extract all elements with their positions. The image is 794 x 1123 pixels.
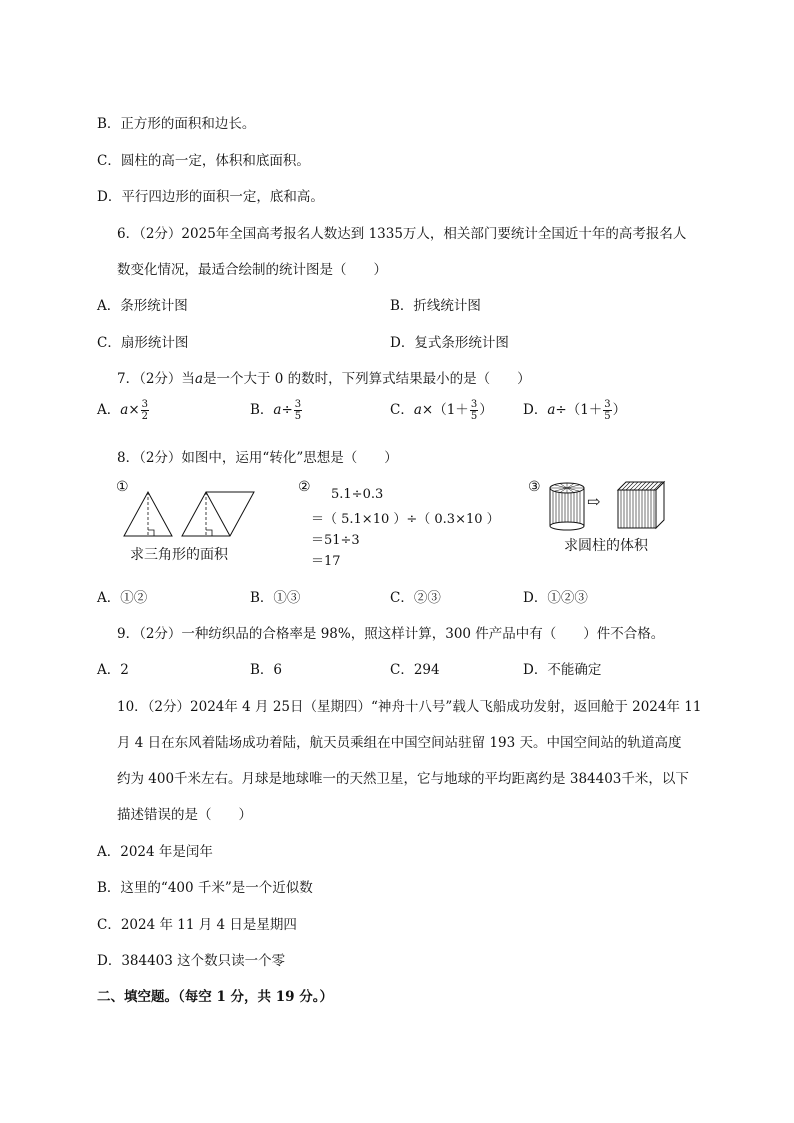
q9-option-a: A．2 bbox=[97, 662, 129, 678]
q8-option-d: D．①②③ bbox=[523, 590, 588, 606]
q9-stem: 9．（2分）一种纺织品的合格率是 98%，照这样计算，300 件产品中有（ ）件不合格。 bbox=[117, 626, 665, 642]
q6-option-d: D．复式条形统计图 bbox=[390, 335, 509, 351]
fig2-line-4: ＝17 bbox=[311, 554, 341, 569]
fig1-mark: ① bbox=[116, 479, 129, 495]
q6-option-b: B．折线统计图 bbox=[390, 298, 481, 314]
q8-option-b: B．①③ bbox=[250, 590, 301, 606]
q7-option-b bbox=[250, 398, 303, 422]
q7-option-b-label: B． bbox=[250, 402, 274, 418]
q5-option-c: C．圆柱的高一定，体积和底面积。 bbox=[97, 153, 310, 169]
q10-option-a: A．2024 年是闰年 bbox=[97, 844, 213, 860]
q7-option-c bbox=[390, 398, 493, 422]
q8-stem: 8．（2分）如图中，运用“转化”思想是（ ） bbox=[117, 450, 398, 466]
q7-option-c-op: ×（1＋ bbox=[421, 402, 469, 418]
q7-stem bbox=[117, 367, 531, 387]
q9-option-b: B．6 bbox=[250, 662, 283, 678]
triangle-parallelogram-figure bbox=[118, 488, 268, 540]
q6-option-a: A．条形统计图 bbox=[97, 298, 188, 314]
q7-option-d-close: ） bbox=[612, 402, 627, 418]
q7-option-d-label: D． bbox=[523, 402, 548, 418]
q7-option-a-var: a bbox=[120, 402, 129, 418]
q7-option-c-close: ） bbox=[479, 402, 493, 418]
q7-option-a bbox=[97, 398, 150, 422]
fraction-denominator: 2 bbox=[141, 411, 148, 422]
fig2-line-3: ＝51÷3 bbox=[311, 533, 360, 548]
q7-option-c-label: C． bbox=[390, 402, 414, 418]
q10-stem-line3: 约为 400千米左右。月球是地球唯一的天然卫星，它与地球的平均距离约是 384403千米，以下 bbox=[117, 771, 689, 787]
q7-option-a-op: × bbox=[128, 402, 140, 418]
q10-option-b: B．这里的“400 千米”是一个近似数 bbox=[97, 880, 313, 896]
fig2-line-1: 5.1÷0.3 bbox=[331, 487, 384, 502]
fig3-mark: ③ bbox=[528, 479, 541, 495]
q7-option-a-label: A． bbox=[97, 402, 121, 418]
q7-option-c-var: a bbox=[413, 402, 422, 418]
fraction-numerator: 3 bbox=[141, 399, 148, 410]
q6-stem-line2: 数变化情况，最适合绘制的统计图是（ ） bbox=[117, 262, 387, 278]
q9-option-d: D．不能确定 bbox=[523, 662, 602, 678]
q7-stem-prefix: 7．（2分）当 bbox=[117, 371, 195, 387]
q7-option-d-var: a bbox=[547, 402, 556, 418]
q7-option-d bbox=[523, 398, 626, 422]
q10-option-c: C．2024 年 11 月 4 日是星期四 bbox=[97, 917, 297, 933]
fraction-numerator: 3 bbox=[604, 399, 611, 410]
q7-option-b-var: a bbox=[273, 402, 282, 418]
q6-option-c: C．扇形统计图 bbox=[97, 335, 189, 351]
fig1-caption: 求三角形的面积 bbox=[130, 547, 228, 563]
q10-stem-line1: 10．（2分）2024年 4 月 25日（星期四）“神舟十八号”载人飞船成功发射，返回舱于 2024年 11 bbox=[117, 699, 702, 715]
fraction-denominator: 5 bbox=[470, 411, 478, 422]
fig2-mark: ② bbox=[298, 479, 311, 495]
fraction-numerator: 3 bbox=[470, 399, 478, 410]
fraction-denominator: 5 bbox=[294, 411, 302, 422]
q7-option-d-fraction bbox=[603, 399, 611, 422]
q5-option-b: B．正方形的面积和边长。 bbox=[97, 116, 256, 132]
q7-option-d-op: ÷（1＋ bbox=[555, 402, 603, 418]
fraction-numerator: 3 bbox=[294, 399, 302, 410]
section-heading-fill-in: 二、填空题。（每空 1 分，共 19 分。） bbox=[97, 989, 333, 1005]
q10-stem-line4: 描述错误的是（ ） bbox=[117, 807, 252, 823]
q7-option-a-fraction bbox=[141, 399, 149, 422]
right-arrow-icon: ⇨ bbox=[587, 492, 601, 511]
fig3-caption: 求圆柱的体积 bbox=[564, 538, 648, 554]
q6-stem-line1: 6．（2分）2025年全国高考报名人数达到 1335万人，相关部门要统计全国近十年的高考报名人 bbox=[117, 226, 687, 242]
q8-option-a: A．①② bbox=[97, 590, 148, 606]
q7-variable: a bbox=[194, 371, 203, 387]
q9-option-c: C．294 bbox=[390, 662, 440, 678]
q7-option-b-fraction bbox=[294, 399, 302, 422]
q8-option-c: C．②③ bbox=[390, 590, 441, 606]
q7-stem-suffix: 是一个大于 0 的数时，下列算式结果最小的是（ ） bbox=[203, 371, 531, 387]
fig2-line-2: ＝（ 5.1×10 ）÷（ 0.3×10 ） bbox=[311, 512, 500, 527]
q10-option-d: D．384403 这个数只读一个零 bbox=[97, 953, 286, 969]
q7-option-c-fraction bbox=[470, 399, 478, 422]
q10-stem-line2: 月 4 日在东风着陆场成功着陆，航天员乘组在中国空间站驻留 193 天。中国空间站的轨道高度 bbox=[117, 735, 682, 751]
q7-option-b-op: ÷ bbox=[281, 402, 293, 418]
fraction-denominator: 5 bbox=[604, 411, 611, 422]
q5-option-d: D．平行四边形的面积一定，底和高。 bbox=[97, 189, 324, 205]
cylinder-to-cuboid-figure bbox=[546, 480, 672, 532]
